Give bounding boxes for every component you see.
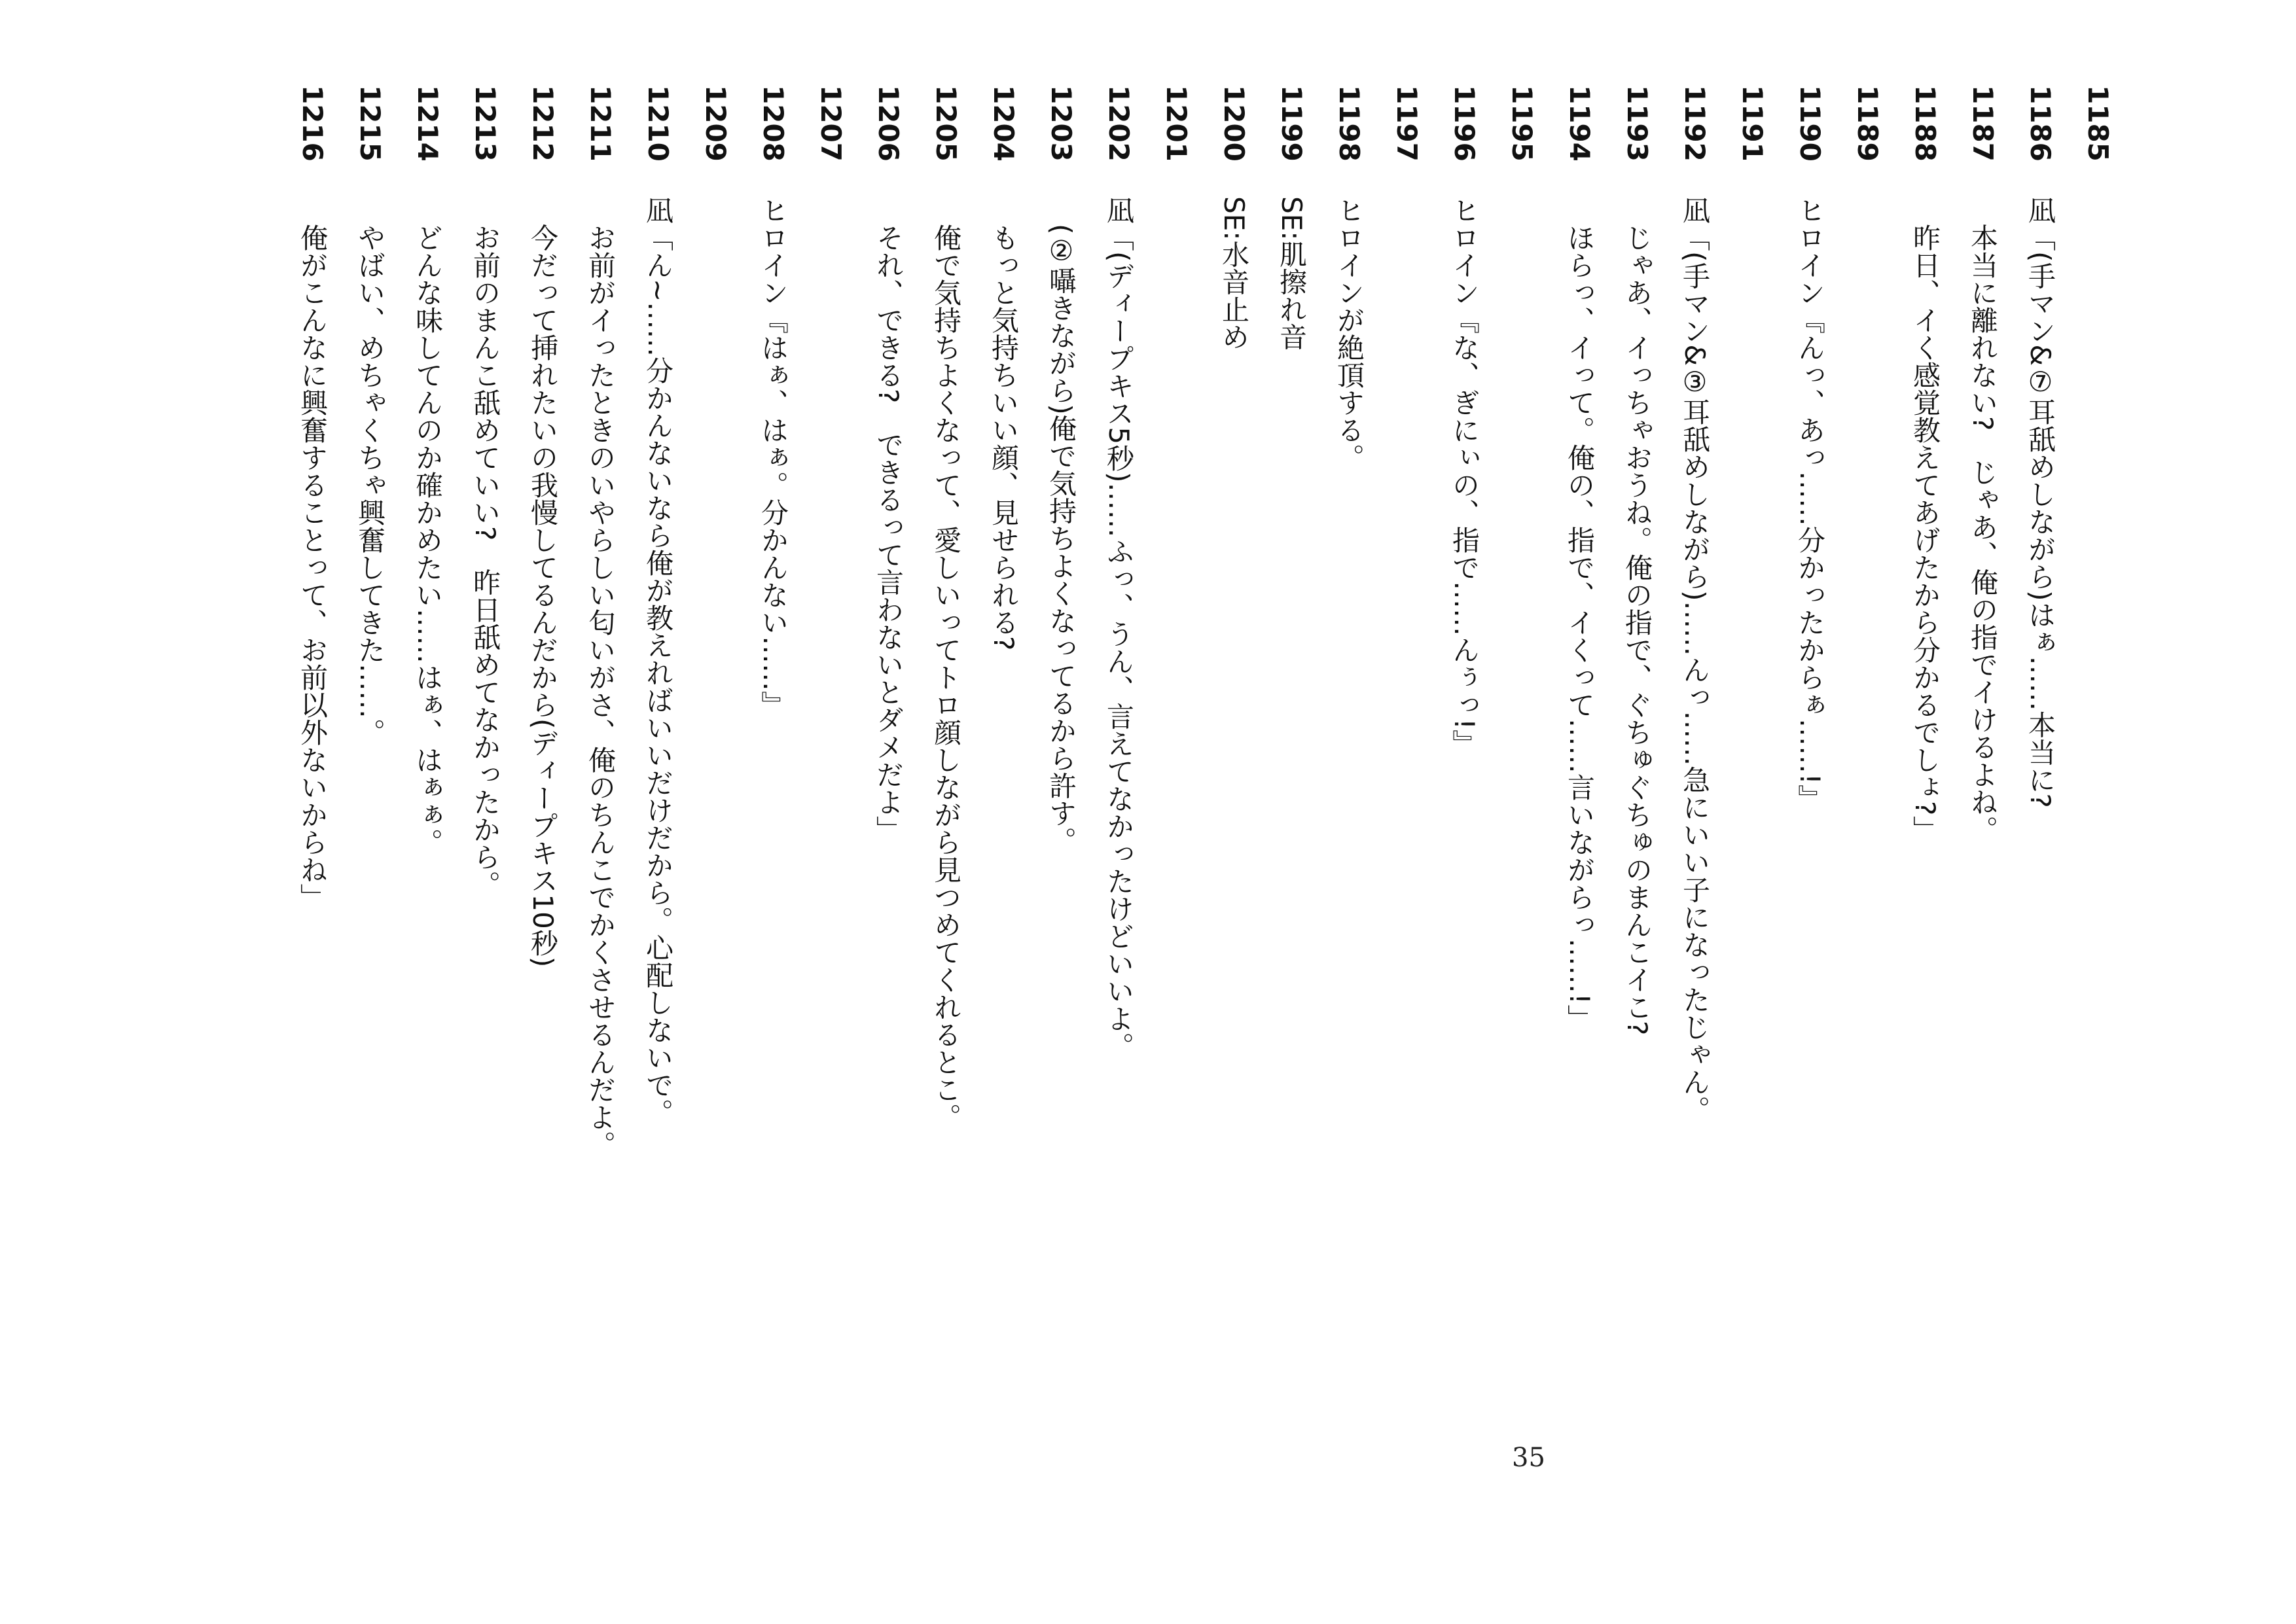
line-number: 1216 xyxy=(296,85,329,162)
line-number: 1194 xyxy=(1564,85,1596,162)
line-number: 1205 xyxy=(930,85,962,162)
line-text: ヒロイン『はぁ、はぁ。分かんない……』 xyxy=(757,196,789,718)
page-number: 35 xyxy=(1512,1443,1545,1473)
line-number: 1208 xyxy=(757,85,789,162)
line-text: ヒロイン『んっ、あっ……分かったからぁ……!』 xyxy=(1794,196,1826,812)
line-number: 1203 xyxy=(1045,85,1077,162)
line-text: お前がイったときのいやらしい匂いがさ、俺のちんこでかくさせるんだよ。 xyxy=(584,196,617,1158)
line-text: 凪「(手マン&⑦耳舐めしながら)はぁ……本当に? xyxy=(2024,196,2056,808)
line-number: 1187 xyxy=(1967,85,1999,162)
line-text: 昨日、イく感覚教えてあげたから分かるでしょ?」 xyxy=(1909,196,1941,843)
line-number: 1188 xyxy=(1909,85,1941,162)
line-number: 1204 xyxy=(988,85,1020,162)
line-number: 1212 xyxy=(527,85,559,162)
line-text xyxy=(1387,196,1426,1570)
line-number: 1206 xyxy=(872,85,905,162)
line-number: 1193 xyxy=(1621,85,1653,162)
line-text: それ、できる? できるって言わないとダメだよ」 xyxy=(872,196,905,843)
line-number: 1201 xyxy=(1160,85,1193,162)
line-number: 1198 xyxy=(1333,85,1365,162)
line-number: 1213 xyxy=(469,85,501,162)
line-text xyxy=(1848,196,1887,1570)
line-number: 1191 xyxy=(1736,85,1768,162)
line-text: どんな味してんのか確かめたい……はぁ、はぁぁ。 xyxy=(412,196,444,856)
line-text: 俺がこんなに興奮することって、お前以外ないからね」 xyxy=(296,196,329,911)
line-number: 1189 xyxy=(1852,85,1884,162)
line-text xyxy=(2078,196,2117,1570)
line-text: 俺で気持ちよくなって、愛しいってトロ顔しながら見つめてくれるとこ。 xyxy=(930,196,962,1131)
line-text: SE:水音止め xyxy=(1218,196,1250,351)
line-text xyxy=(1157,196,1196,1570)
line-text: お前のまんこ舐めていい? 昨日舐めてなかったから。 xyxy=(469,196,501,898)
line-number: 1207 xyxy=(815,85,847,162)
line-number: 1209 xyxy=(700,85,732,162)
line-text: (②囁きながら)俺で気持ちよくなってるから許す。 xyxy=(1045,196,1077,855)
line-text: 凪「(手マン&③耳舐めしながら)……んっ……急にいい子になったじゃん。 xyxy=(1679,196,1711,1123)
line-text: 本当に離れない? じゃあ、俺の指でイけるよね。 xyxy=(1967,196,1999,843)
line-text: ほらっ、イって。俺の、指で、イくって……言いながらっ……!」 xyxy=(1564,196,1596,1032)
line-text: ヒロイン『な、ぎにぃの、指で……んぅっ!』 xyxy=(1448,196,1480,757)
line-number: 1215 xyxy=(354,85,386,162)
line-number: 1202 xyxy=(1103,85,1135,162)
line-text: SE:肌擦れ音 xyxy=(1276,196,1308,351)
line-number: 1211 xyxy=(584,85,617,162)
line-number: 1190 xyxy=(1794,85,1826,162)
line-text: 凪「(ディープキス5秒)……ふっ、うん、言えてなかったけどいいよ。 xyxy=(1103,196,1135,1060)
line-number: 1192 xyxy=(1679,85,1711,162)
line-text: もっと気持ちいい顔、見せられる? xyxy=(988,196,1020,651)
line-text xyxy=(1502,196,1541,1570)
line-text xyxy=(1732,196,1772,1570)
line-number: 1199 xyxy=(1276,85,1308,162)
line-text: ヒロインが絶頂する。 xyxy=(1333,196,1365,471)
line-number: 1195 xyxy=(1506,85,1538,162)
line-text xyxy=(696,196,735,1570)
line-text: やばい、めちゃくちゃ興奮してきた……。 xyxy=(354,196,386,746)
line-number: 1214 xyxy=(412,85,444,162)
line-number: 1196 xyxy=(1448,85,1480,162)
line-number: 1210 xyxy=(642,85,674,162)
line-text: 凪「ん~……分かんないなら俺が教えればいいだけだから。心配しないで。 xyxy=(642,196,674,1127)
line-number: 1200 xyxy=(1218,85,1250,162)
line-text: 今だって挿れたいの我慢してるんだから(ディープキス10秒) xyxy=(527,196,559,968)
line-text: じゃあ、イっちゃおうね。俺の指で、ぐちゅぐちゅのまんこイこ? xyxy=(1621,196,1653,1036)
line-number: 1185 xyxy=(2082,85,2114,162)
line-number: 1186 xyxy=(2024,85,2056,162)
line-number: 1197 xyxy=(1391,85,1423,162)
line-text xyxy=(811,196,850,1570)
